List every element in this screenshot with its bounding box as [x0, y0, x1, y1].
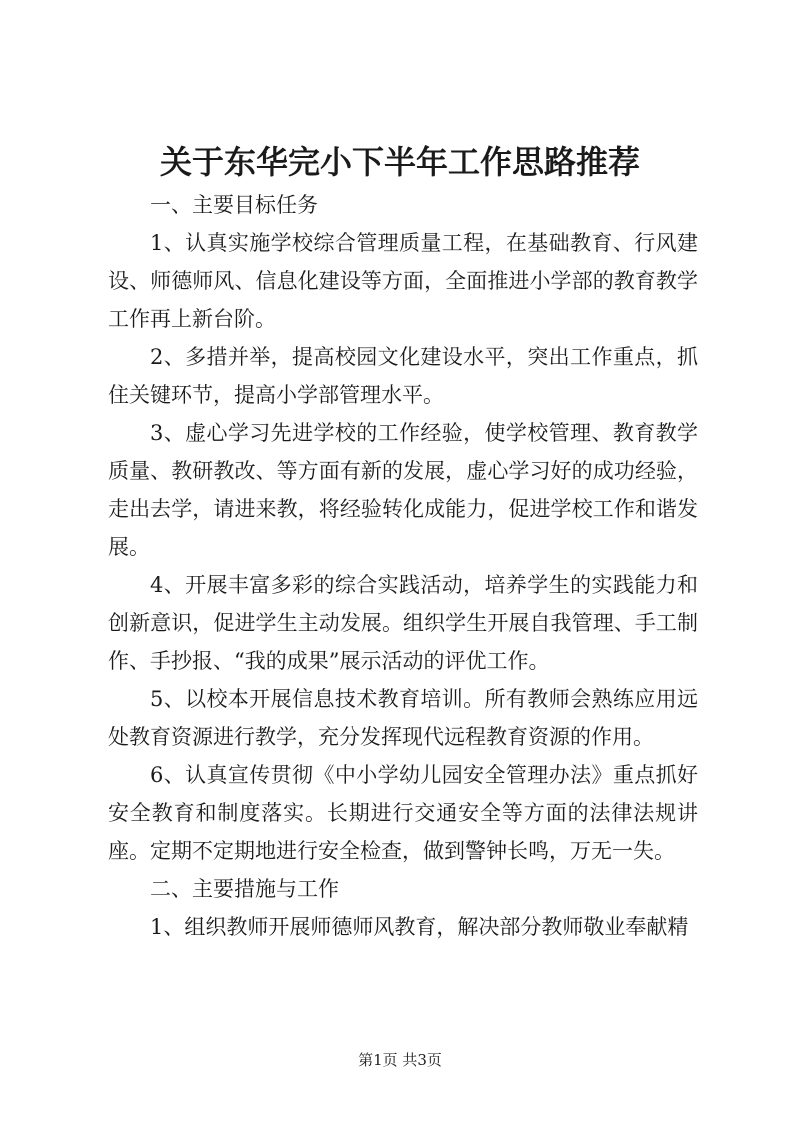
paragraph-goal-6: 6、认真宣传贯彻《中小学幼儿园安全管理办法》重点抓好安全教育和制度落实。长期进行交通安全等方面的法律法规讲座。定期不定期地进行安全检查，做到警钟长鸣，万无一失。	[108, 763, 698, 863]
page-number-footer: 第1页 共3页	[358, 1051, 442, 1069]
paragraph-goal-1: 1、认真实施学校综合管理质量工程，在基础教育、行风建设、师德师风、信息化建设等方面，全面推进小学部的教育教学工作再上新台阶。	[108, 231, 698, 331]
section-heading-goals: 一、主要目标任务	[150, 193, 318, 217]
document-title: 关于东华完小下半年工作思路推荐	[159, 143, 640, 181]
paragraph-goal-3: 3、虚心学习先进学校的工作经验，使学校管理、教育教学质量、教研教改、等方面有新的发展，虚心学习好的成功经验，走出去学，请进来教，将经验转化成能力，促进学校工作和谐发展。	[108, 421, 698, 559]
document-body	[108, 186, 698, 946]
section-heading-measures: 二、主要措施与工作	[150, 877, 339, 901]
paragraph-measure-1: 1、组织教师开展师德师风教育，解决部分教师敬业奉献精	[150, 915, 689, 939]
paragraph-goal-4: 4、开展丰富多彩的综合实践活动，培养学生的实践能力和创新意识，促进学生主动发展。组织学生开展自我管理、手工制作、手抄报、“我的成果”展示活动的评优工作。	[108, 573, 698, 673]
paragraph-goal-2: 2、多措并举，提高校园文化建设水平，突出工作重点，抓住关键环节，提高小学部管理水平。	[108, 345, 698, 407]
paragraph-goal-5: 5、以校本开展信息技术教育培训。所有教师会熟练应用远处教育资源进行教学，充分发挥现代远程教育资源的作用。	[108, 687, 698, 749]
